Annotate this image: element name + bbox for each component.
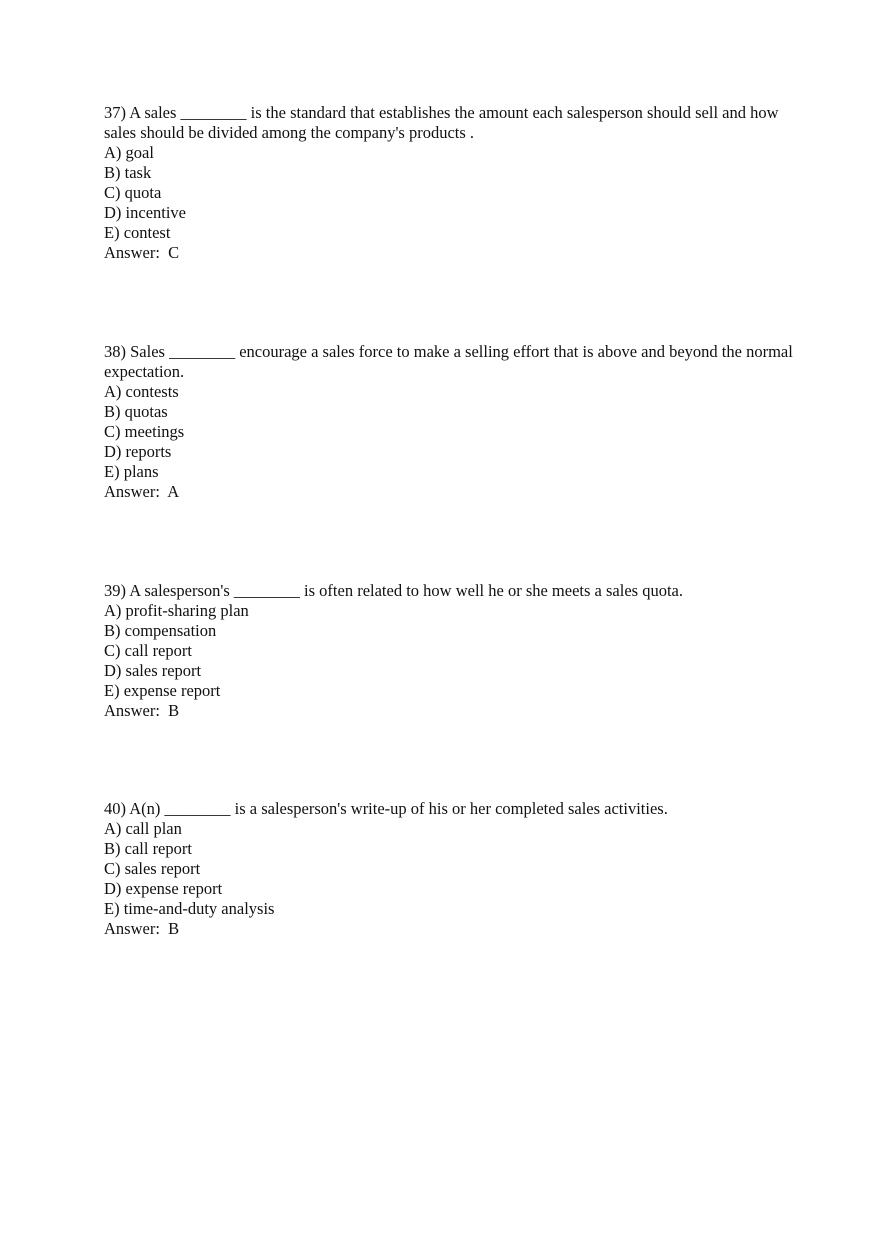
option-b: B) compensation bbox=[104, 621, 217, 640]
option-list bbox=[104, 819, 804, 919]
option-list bbox=[104, 143, 804, 243]
answer-line: Answer: B bbox=[104, 701, 180, 720]
question-37 bbox=[104, 103, 804, 263]
option-d: D) sales report bbox=[104, 661, 202, 680]
option-a: A) profit-sharing plan bbox=[104, 601, 249, 620]
question-38 bbox=[104, 342, 804, 502]
option-list bbox=[104, 382, 804, 482]
option-c: C) meetings bbox=[104, 422, 185, 441]
question-stem: 38) Sales ________ encourage a sales force to make a selling effort that is above and beyond the normal expectation. bbox=[104, 342, 793, 381]
option-c: C) sales report bbox=[104, 859, 201, 878]
question-stem: 37) A sales ________ is the standard that establishes the amount each salesperson should sell and how sales should be divided among the company's products . bbox=[104, 103, 779, 142]
option-e: E) time-and-duty analysis bbox=[104, 899, 275, 918]
option-b: B) call report bbox=[104, 839, 192, 858]
option-b: B) quotas bbox=[104, 402, 168, 421]
option-c: C) quota bbox=[104, 183, 162, 202]
question-stem: 40) A(n) ________ is a salesperson's write-up of his or her completed sales activities. bbox=[104, 799, 668, 818]
option-a: A) call plan bbox=[104, 819, 182, 838]
option-d: D) expense report bbox=[104, 879, 223, 898]
question-39 bbox=[104, 581, 804, 721]
option-d: D) incentive bbox=[104, 203, 187, 222]
option-e: E) contest bbox=[104, 223, 171, 242]
option-b: B) task bbox=[104, 163, 152, 182]
answer-line: Answer: C bbox=[104, 243, 180, 262]
option-e: E) expense report bbox=[104, 681, 221, 700]
question-stem: 39) A salesperson's ________ is often related to how well he or she meets a sales quota. bbox=[104, 581, 683, 600]
question-40 bbox=[104, 799, 804, 939]
answer-line: Answer: A bbox=[104, 482, 180, 501]
option-e: E) plans bbox=[104, 462, 159, 481]
option-list bbox=[104, 601, 804, 701]
option-c: C) call report bbox=[104, 641, 192, 660]
option-a: A) contests bbox=[104, 382, 179, 401]
option-a: A) goal bbox=[104, 143, 154, 162]
option-d: D) reports bbox=[104, 442, 172, 461]
answer-line: Answer: B bbox=[104, 919, 180, 938]
